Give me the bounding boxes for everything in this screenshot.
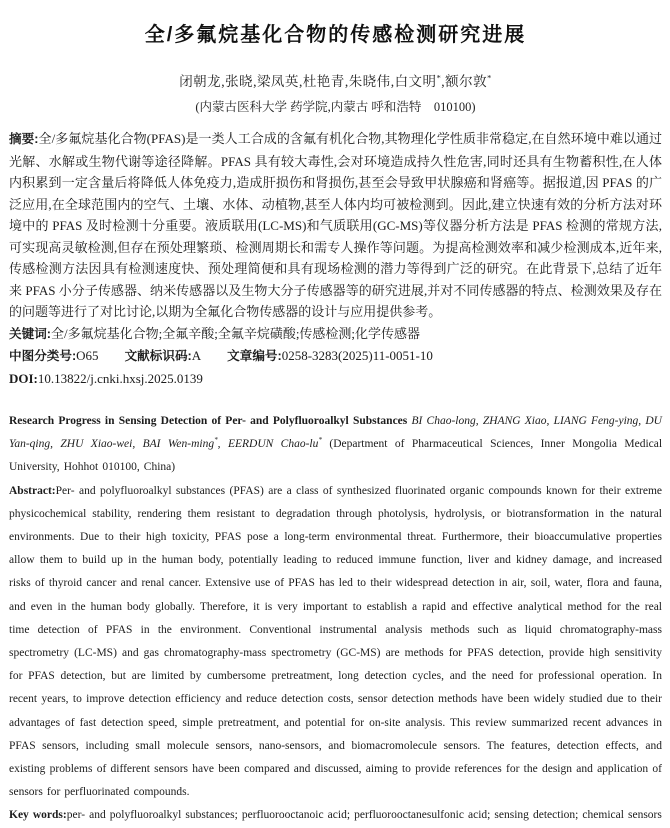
keywords-label-chinese: 关键词: bbox=[9, 326, 51, 341]
author-name: 杜艳青 bbox=[302, 74, 345, 89]
abstract-label-english: Abstract: bbox=[9, 484, 56, 497]
clc-label: 中图分类号: bbox=[9, 349, 77, 363]
doi-line bbox=[9, 368, 662, 390]
corresponding-author-marker: * bbox=[214, 436, 218, 445]
author-list-english: BI Chao-long, ZHANG Xiao, LIANG Feng-ying, DU Yan-qing, ZHU Xiao-wei, BAI Wen-ming*, EERDUN Chao-lu* bbox=[9, 415, 662, 451]
keywords-label-english: Key words: bbox=[9, 809, 67, 822]
abstract-text-english: Per- and polyfluoroalkyl substances (PFAS) are a class of synthesized fluorinated organic compounds known for their extreme physicochemical stability, rendering them resistant to degradation through photolysis, hydrolysis, or biotransformation in the natural environments. Due to their high toxicity, PFAS pose a long-term environmental threat. Furthermore, their bioaccumulative properties allow them to build up in the human body, potentially leading to reduced immune function, liver and kidney damage, and increased risks of thyroid cancer and renal cancer. Extensive use of PFAS has led to their widespread detection in air, soil, water, flora and fauna, and even in the human body globally. Therefore, it is very important to establish a rapid and effective analytical method for the real time detection of PFAS in the environment. Conventional instrumental analysis methods such as liquid chromatography-mass spectrometry (LC-MS) and gas chromatography-mass spectrometry (GC-MS) are methods for PFAS detection, provide high sensitivity for PFAS detection, but are limited by cumbersome pretreatment, long detection cycles, and the need for professional operation. In recent years, to improve detection efficiency and reduce detection costs, sensor detection methods have been widely studied due to their advantages of fast detection speed, simple pretreatment, and potential for on-site analysis. This review summarized recent advances in PFAS sensors, including small molecule sensors, nano-sensors, and biomacromolecule sensors. The features, detection effects, and existing problems of different sensors have been compared and discussed, aiming to provide references for the design and application of sensors for perfluorinated compounds. bbox=[9, 484, 662, 799]
author-name: LIANG Feng-ying bbox=[553, 415, 639, 427]
document-code-value: A bbox=[191, 348, 202, 363]
abstract-english bbox=[9, 480, 662, 805]
english-title-authors-affiliation bbox=[9, 410, 662, 480]
keywords-text-chinese: 全/多氟烷基化合物;全氟辛酸;全氟辛烷磺酸;传感检测;化学传感器 bbox=[50, 325, 421, 341]
classification-line bbox=[9, 345, 662, 368]
article-number-label: 文章编号: bbox=[227, 349, 282, 363]
english-front-matter bbox=[9, 410, 662, 828]
affiliation-chinese: (内蒙古医科大学 药学院,内蒙古 呼和浩特 010100) bbox=[195, 100, 476, 114]
author-name: 梁凤英 bbox=[256, 74, 299, 89]
author-name: DU Yan-qing bbox=[9, 415, 662, 451]
article-number-value: 0258-3283(2025)11-0051-10 bbox=[281, 348, 433, 363]
paper-title-chinese: 全/多氟烷基化合物的传感检测研究进展 bbox=[144, 24, 527, 46]
document-code-label: 文献标识码: bbox=[124, 349, 192, 363]
keywords-english bbox=[9, 804, 662, 827]
corresponding-author-marker: * bbox=[318, 436, 322, 445]
doi-value: 10.13822/j.cnki.hxsj.2025.0139 bbox=[37, 370, 203, 386]
abstract-label-chinese: 摘要: bbox=[9, 132, 39, 146]
author-name: 闭朝龙 bbox=[179, 74, 222, 89]
author-name: 白文明 bbox=[394, 74, 437, 89]
paper-title-english: Research Progress in Sensing Detection of Per- and Polyfluoroalkyl Substances bbox=[9, 415, 408, 427]
affiliation-english: (Department of Pharmaceutical Sciences, Inner Mongolia Medical University, Hohhot 010100, China) bbox=[9, 438, 663, 474]
author-list-chinese: 闭朝龙,张晓,梁凤英,杜艳青,朱晓伟,白文明*,额尔敦* bbox=[179, 73, 492, 89]
author-name: ZHANG Xiao bbox=[482, 415, 547, 427]
doi-label: DOI: bbox=[9, 370, 38, 386]
author-name: BI Chao-long bbox=[411, 415, 476, 427]
author-name: EERDUN Chao-lu bbox=[227, 438, 319, 451]
corresponding-author-marker: * bbox=[487, 73, 492, 83]
author-name: 额尔敦 bbox=[445, 74, 488, 89]
author-name: 张晓 bbox=[225, 74, 254, 89]
abstract-text-chinese: 全/多氟烷基化合物(PFAS)是一类人工合成的含氟有机化合物,其物理化学性质非常稳定,在自然环境中难以通过光解、水解或生物代谢等途径降解。PFAS 具有较大毒性,会对环境造成持久性危害,同时还具有生物蓄积性,在人体内积累到一定含量后将降低人体免疫力,造成肝损伤和肾损伤,甚至会导致甲状腺癌和肾癌等。据报道,因 PFAS 的广泛应用,在全球范围内的空气、土壤、水体、动植物,甚至人体内均可被检测到。因此,建立快速有效的分析方法对环境中的 PFAS 及时检测十分重要。液质联用(LC-MS)和气质联用(GC-MS)等仪器分析方法是 PFAS 检测的常规方法,可实现高灵敏检测,但存在预处理繁琐、检测周期长和需专人操作等问题。为提高检测效率和减少检测成本,近年来,传感检测方法因具有检测速度快、预处理简便和具有现场检测的潜力等得到广泛的研究。在此背景下,总结了近年来 PFAS 小分子传感器、纳米传感器以及生物大分子传感器等的研究进展,并对不同传感器的特点、检测效果及存在的问题等进行了对比讨论,以期为全氟化合物传感器的设计与应用提供参考。 bbox=[9, 131, 662, 319]
chinese-front-matter bbox=[9, 128, 662, 389]
keywords-text-english: per- and polyfluoroalkyl substances; perfluorooctanoic acid; perfluorooctanesulfonic acid; sensing detection; chemical sensors bbox=[66, 809, 662, 822]
keywords-chinese bbox=[9, 323, 662, 346]
clc-value: O65 bbox=[76, 348, 99, 363]
author-name: 朱晓伟 bbox=[348, 74, 391, 89]
author-name: ZHU Xiao-wei bbox=[60, 438, 133, 451]
author-name: BAI Wen-ming bbox=[142, 438, 215, 451]
abstract-chinese bbox=[9, 128, 662, 323]
corresponding-author-marker: * bbox=[436, 73, 442, 83]
